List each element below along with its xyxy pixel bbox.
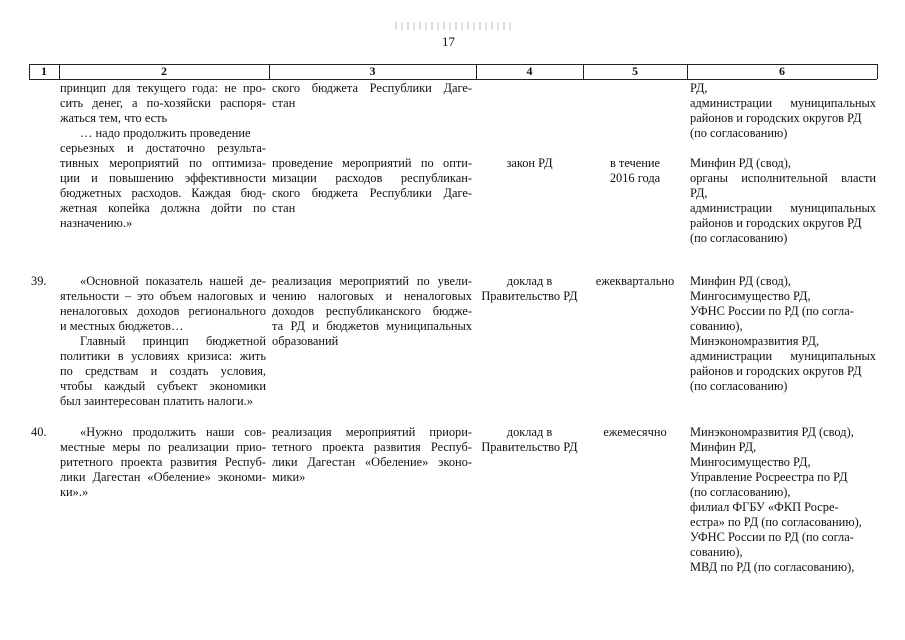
row-39-document: доклад в Правительство РД <box>481 274 578 303</box>
column-header-3: 3 <box>369 64 376 78</box>
scan-artifact <box>395 22 515 30</box>
row-continuation-document: закон РД <box>506 156 553 170</box>
row-40-deadline: ежемесячно <box>603 425 667 439</box>
row-40-executors: Минэкономразвития РД (свод), Минфин РД, Мингосимущество РД, Управление Росреестра по РД (по согласованию), филиал ФГБУ «ФКП Росре- естра» по РД (по согласованию), УФНС России по РД (по согла- сованию), МВД по РД (по согласованию), <box>690 425 862 574</box>
row-continuation-deadline: в течение 2016 года <box>609 156 661 185</box>
row-continuation-executors-b: Минфин РД (свод), органы исполнительной власти РД, администрации муниципальных районов и городских округов РД (по согласованию) <box>690 156 876 245</box>
row-continuation-measure-b: проведение мероприятий по опти- мизации расходов республикан- ского бюджета Республики Даге- стан <box>272 156 472 215</box>
column-header-2: 2 <box>161 64 167 78</box>
row-39-executors: Минфин РД (свод), Мингосимущество РД, УФНС России по РД (по согла- сованию), Минэкономразвития РД, администрации муниципальных районов и городских округов РД (по согласованию) <box>690 274 876 393</box>
row-continuation-measure-a: ского бюджета Республики Даге- стан <box>272 81 472 110</box>
row-40-measures: реализация мероприятий приори- тетного проекта развития Респуб- лики Дагестан «Обеление» эконо- мики» <box>272 425 472 484</box>
column-header-1: 1 <box>41 64 47 78</box>
page-number: 17 <box>442 34 455 49</box>
column-header-4: 4 <box>526 64 533 78</box>
row-number-39: 39. <box>31 274 47 288</box>
row-number-40: 40. <box>31 425 47 439</box>
row-40-document: доклад в Правительство РД <box>481 425 578 454</box>
table-header-rule <box>29 79 877 80</box>
table-row-39-quote: «Основной показатель нашей де- ятельности – это объем налоговых и неналоговых доходов регионального и местных бюджетов… Главный принцип бюджетной политики в условиях кризиса: жить по средствам и создать условия, чтобы каждый субъект экономики был заинтересован платить налоги.» <box>60 274 266 408</box>
table-row-40-quote: «Нужно продолжить наши сов- местные меры по реализации прио- ритетного проекта развития Респуб- лики Дагестан «Обеление» экономи- ки».» <box>60 425 266 499</box>
row-39-deadline: ежеквартально <box>595 274 675 288</box>
column-header-6: 6 <box>779 64 785 78</box>
table-row-continuation-quote: принцип для текущего года: не про- сить денег, а по-хозяйски распоря- жаться тем, что есть … надо продолжить проведение серьезных и достаточно результа- тивных мероприятий по оптимиза- ции и повышению эффективности бюджетных расходов. Каждая бюд- жетная копейка должна дойти по назначению.» <box>60 81 266 230</box>
row-continuation-executors-a: РД, администрации муниципальных районов и городских округов РД (по согласованию) <box>690 81 876 140</box>
row-39-measures: реализация мероприятий по увели- чению налоговых и неналоговых доходов республиканского бюдже- та РД и бюджетов муниципальных образований <box>272 274 472 348</box>
column-header-5: 5 <box>632 64 638 78</box>
